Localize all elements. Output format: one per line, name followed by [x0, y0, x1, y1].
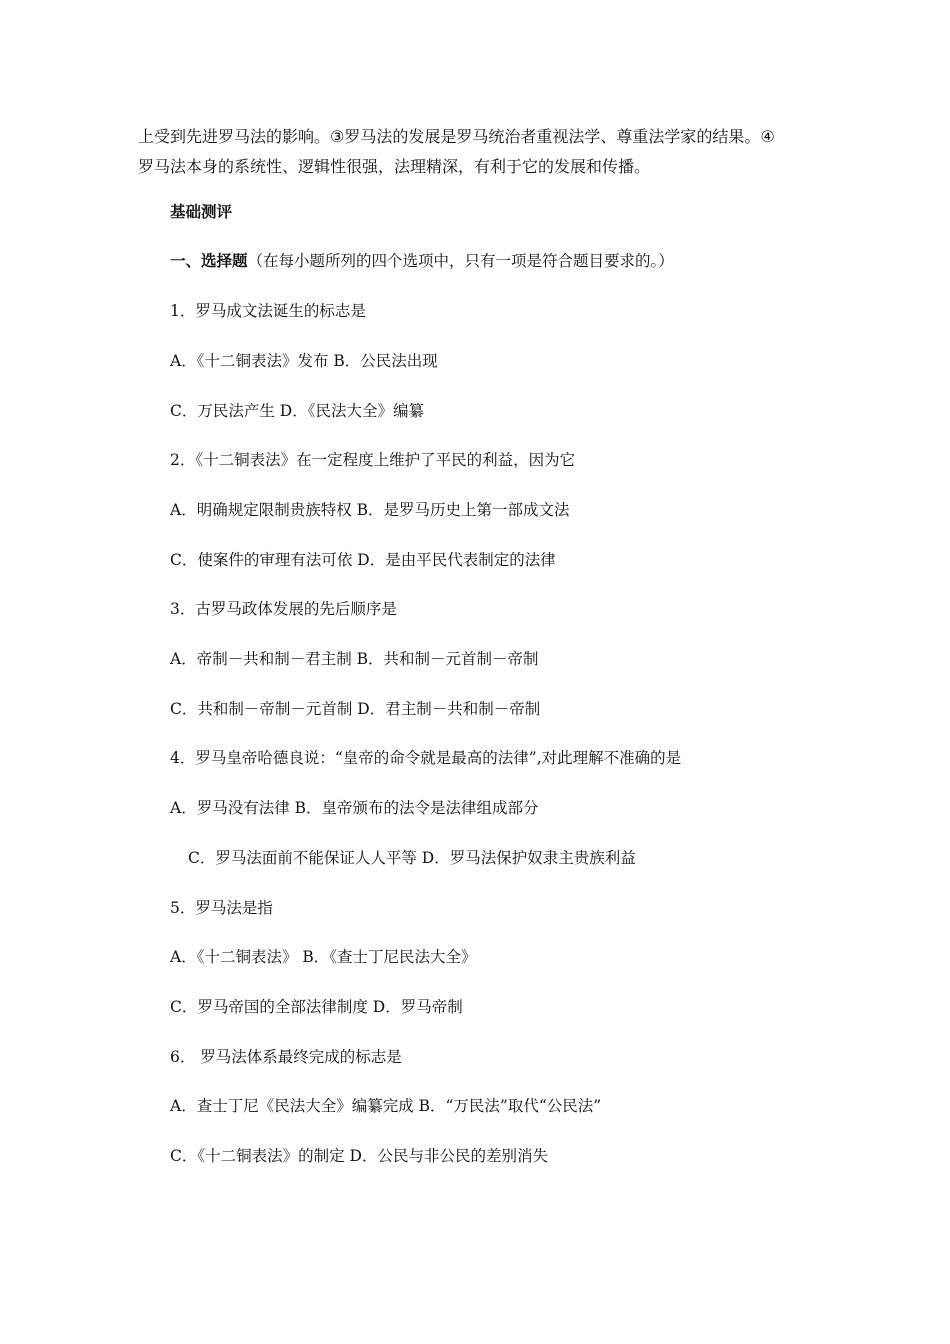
question-3-options-cd: C．共和制－帝制－元首制 D．君主制－共和制－帝制 — [170, 700, 541, 718]
section-title: 一、选择题 — [170, 252, 248, 270]
question-1-options-ab: A．《十二铜表法》发布 B．公民法出现 — [170, 352, 438, 370]
question-6-options-ab: A．查士丁尼《民法大全》编纂完成 B．“万民法”取代“公民法” — [170, 1097, 602, 1115]
question-2-options-cd: C．使案件的审理有法可依 D．是由平民代表制定的法律 — [170, 551, 556, 569]
section-note: （在每小题所列的四个选项中，只有一项是符合题目要求的。） — [247, 252, 674, 270]
question-4-options-ab: A．罗马没有法律 B．皇帝颁布的法令是法律组成部分 — [170, 799, 539, 817]
question-2-stem: 2．《十二铜表法》在一定程度上维护了平民的利益，因为它 — [170, 451, 576, 469]
intro-line-1: 上受到先进罗马法的影响。③罗马法的发展是罗马统治者重视法学、尊重法学家的结果。④ — [138, 127, 775, 146]
question-6-options-cd: C．《十二铜表法》的制定 D．公民与非公民的差别消失 — [170, 1147, 548, 1165]
question-5-options-cd: C．罗马帝国的全部法律制度 D．罗马帝制 — [170, 998, 463, 1016]
question-6-stem: 6． 罗马法体系最终完成的标志是 — [170, 1048, 402, 1066]
question-3-stem: 3．古罗马政体发展的先后顺序是 — [170, 600, 397, 618]
section-heading — [170, 250, 674, 272]
basic-review-heading: 基础测评 — [170, 203, 233, 221]
question-1-options-cd: C．万民法产生 D．《民法大全》编纂 — [170, 402, 424, 420]
intro-line-2: 罗马法本身的系统性、逻辑性很强，法理精深，有利于它的发展和传播。 — [138, 157, 651, 176]
question-4-stem: 4．罗马皇帝哈德良说：“皇帝的命令就是最高的法律”,对此理解不准确的是 — [170, 749, 682, 767]
question-3-options-ab: A．帝制－共和制－君主制 B．共和制－元首制－帝制 — [170, 650, 539, 668]
question-5-stem: 5．罗马法是指 — [170, 899, 273, 917]
question-4-options-cd: C．罗马法面前不能保证人人平等 D．罗马法保护奴隶主贵族利益 — [188, 849, 636, 867]
question-5-options-ab: A．《十二铜表法》 B．《查士丁尼民法大全》 — [170, 948, 477, 966]
intro-paragraph — [138, 122, 828, 182]
question-1-stem: 1．罗马成文法诞生的标志是 — [170, 302, 366, 320]
question-2-options-ab: A．明确规定限制贵族特权 B．是罗马历史上第一部成文法 — [170, 501, 570, 519]
